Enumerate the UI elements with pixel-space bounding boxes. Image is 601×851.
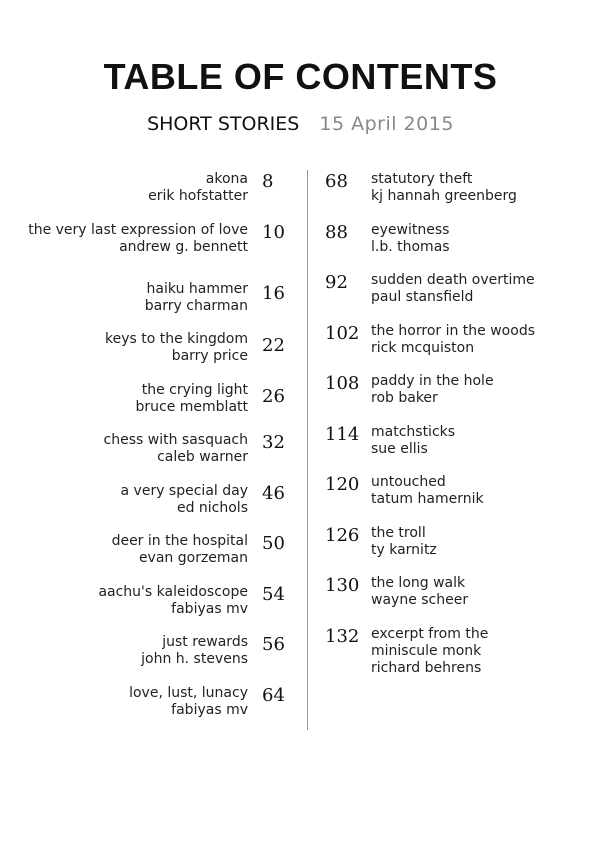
story-title: the crying light (141, 381, 248, 398)
story-title: eyewitness (371, 221, 450, 238)
toc-entry[interactable] (30, 281, 300, 332)
story-title: matchsticks (371, 423, 456, 440)
page-number: 26 (262, 385, 285, 407)
column-divider (307, 170, 308, 730)
page-number: 64 (262, 684, 285, 706)
toc-entry[interactable] (325, 474, 575, 525)
toc-entry[interactable] (325, 323, 575, 374)
section-label: SHORT STORIES (147, 113, 300, 135)
story-author: rick mcquiston (371, 339, 475, 356)
page-number: 10 (262, 221, 285, 243)
page-number: 16 (262, 282, 285, 304)
story-title: deer in the hospital (111, 533, 248, 549)
toc-right-column (325, 171, 575, 676)
story-title: the horror in the woods (371, 322, 535, 339)
toc-entry[interactable] (325, 222, 575, 273)
story-title: excerpt from the miniscule monk (371, 625, 489, 659)
toc-entry[interactable] (30, 222, 300, 281)
toc-entry[interactable] (30, 432, 300, 483)
toc-entry[interactable] (30, 382, 300, 433)
story-author: bruce memblatt (135, 398, 248, 415)
story-author: ty karnitz (371, 541, 437, 558)
story-author: paul stansfield (371, 289, 474, 305)
page-number: 130 (325, 575, 360, 596)
toc-entry[interactable] (325, 424, 575, 475)
page-number: 120 (325, 474, 360, 495)
page-number: 32 (262, 432, 285, 453)
page-number: 102 (325, 322, 360, 344)
story-title: chess with sasquach (103, 432, 248, 448)
toc-entry[interactable] (30, 533, 300, 584)
toc-entry[interactable] (30, 331, 300, 382)
page-number: 22 (262, 335, 285, 356)
toc-entry[interactable] (325, 525, 575, 576)
story-title: keys to the kingdom (104, 331, 248, 347)
story-title: untouched (371, 474, 446, 490)
story-title: paddy in the hole (371, 373, 494, 389)
story-author: evan gorzeman (138, 550, 248, 566)
toc-entry[interactable] (325, 373, 575, 424)
page-number: 132 (325, 625, 360, 647)
story-author: sue ellis (371, 440, 428, 457)
publication-date: 15 April 2015 (319, 113, 454, 135)
page-number: 46 (262, 482, 285, 504)
page-number: 88 (325, 221, 348, 243)
toc-entry[interactable] (30, 685, 300, 736)
page-number: 92 (325, 272, 348, 293)
subtitle (0, 113, 601, 135)
story-author: kj hannah greenberg (371, 188, 517, 204)
story-author: john h. stevens (141, 651, 248, 667)
story-title: a very special day (120, 482, 248, 499)
story-author: barry charman (144, 297, 248, 314)
story-author: erik hofstatter (148, 188, 248, 204)
toc-left-column (30, 171, 300, 735)
page-number: 8 (262, 171, 274, 192)
story-title: sudden death overtime (371, 272, 535, 288)
story-title: the troll (371, 524, 426, 541)
story-title: haiku hammer (146, 280, 248, 297)
story-author: andrew g. bennett (119, 238, 248, 255)
toc-entry[interactable] (30, 483, 300, 534)
toc-entry[interactable] (325, 171, 575, 222)
story-title: just rewards (162, 634, 248, 650)
story-title: the long walk (371, 575, 466, 591)
story-author: barry price (171, 348, 248, 364)
page-number: 56 (262, 634, 285, 655)
story-author: wayne scheer (371, 592, 469, 608)
story-author: fabiyas mv (171, 600, 248, 617)
story-title: love, lust, lunacy (129, 684, 248, 701)
toc-entry[interactable] (325, 575, 575, 626)
page-number: 54 (262, 583, 285, 605)
story-title: the very last expression of love (28, 221, 248, 238)
story-author: richard behrens (371, 659, 482, 676)
page-number: 126 (325, 524, 360, 546)
story-author: caleb warner (157, 449, 248, 465)
toc-entry[interactable] (30, 634, 300, 685)
page-number: 108 (325, 373, 360, 394)
story-author: tatum hamernik (371, 491, 484, 507)
page-title: TABLE OF CONTENTS (103, 56, 498, 97)
story-author: ed nichols (176, 499, 248, 516)
page-number: 68 (325, 171, 348, 192)
story-author: l.b. thomas (371, 238, 450, 255)
toc-entry[interactable] (30, 171, 300, 222)
page-number: 114 (325, 423, 360, 445)
page-number: 50 (262, 533, 285, 554)
toc-entry[interactable] (325, 626, 575, 677)
story-author: rob baker (371, 390, 438, 406)
toc-entry[interactable] (325, 272, 575, 323)
story-author: fabiyas mv (171, 701, 248, 718)
story-title: statutory theft (371, 171, 473, 187)
toc-entry[interactable] (30, 584, 300, 635)
story-title: akona (205, 171, 248, 187)
story-title: aachu's kaleidoscope (98, 583, 248, 600)
